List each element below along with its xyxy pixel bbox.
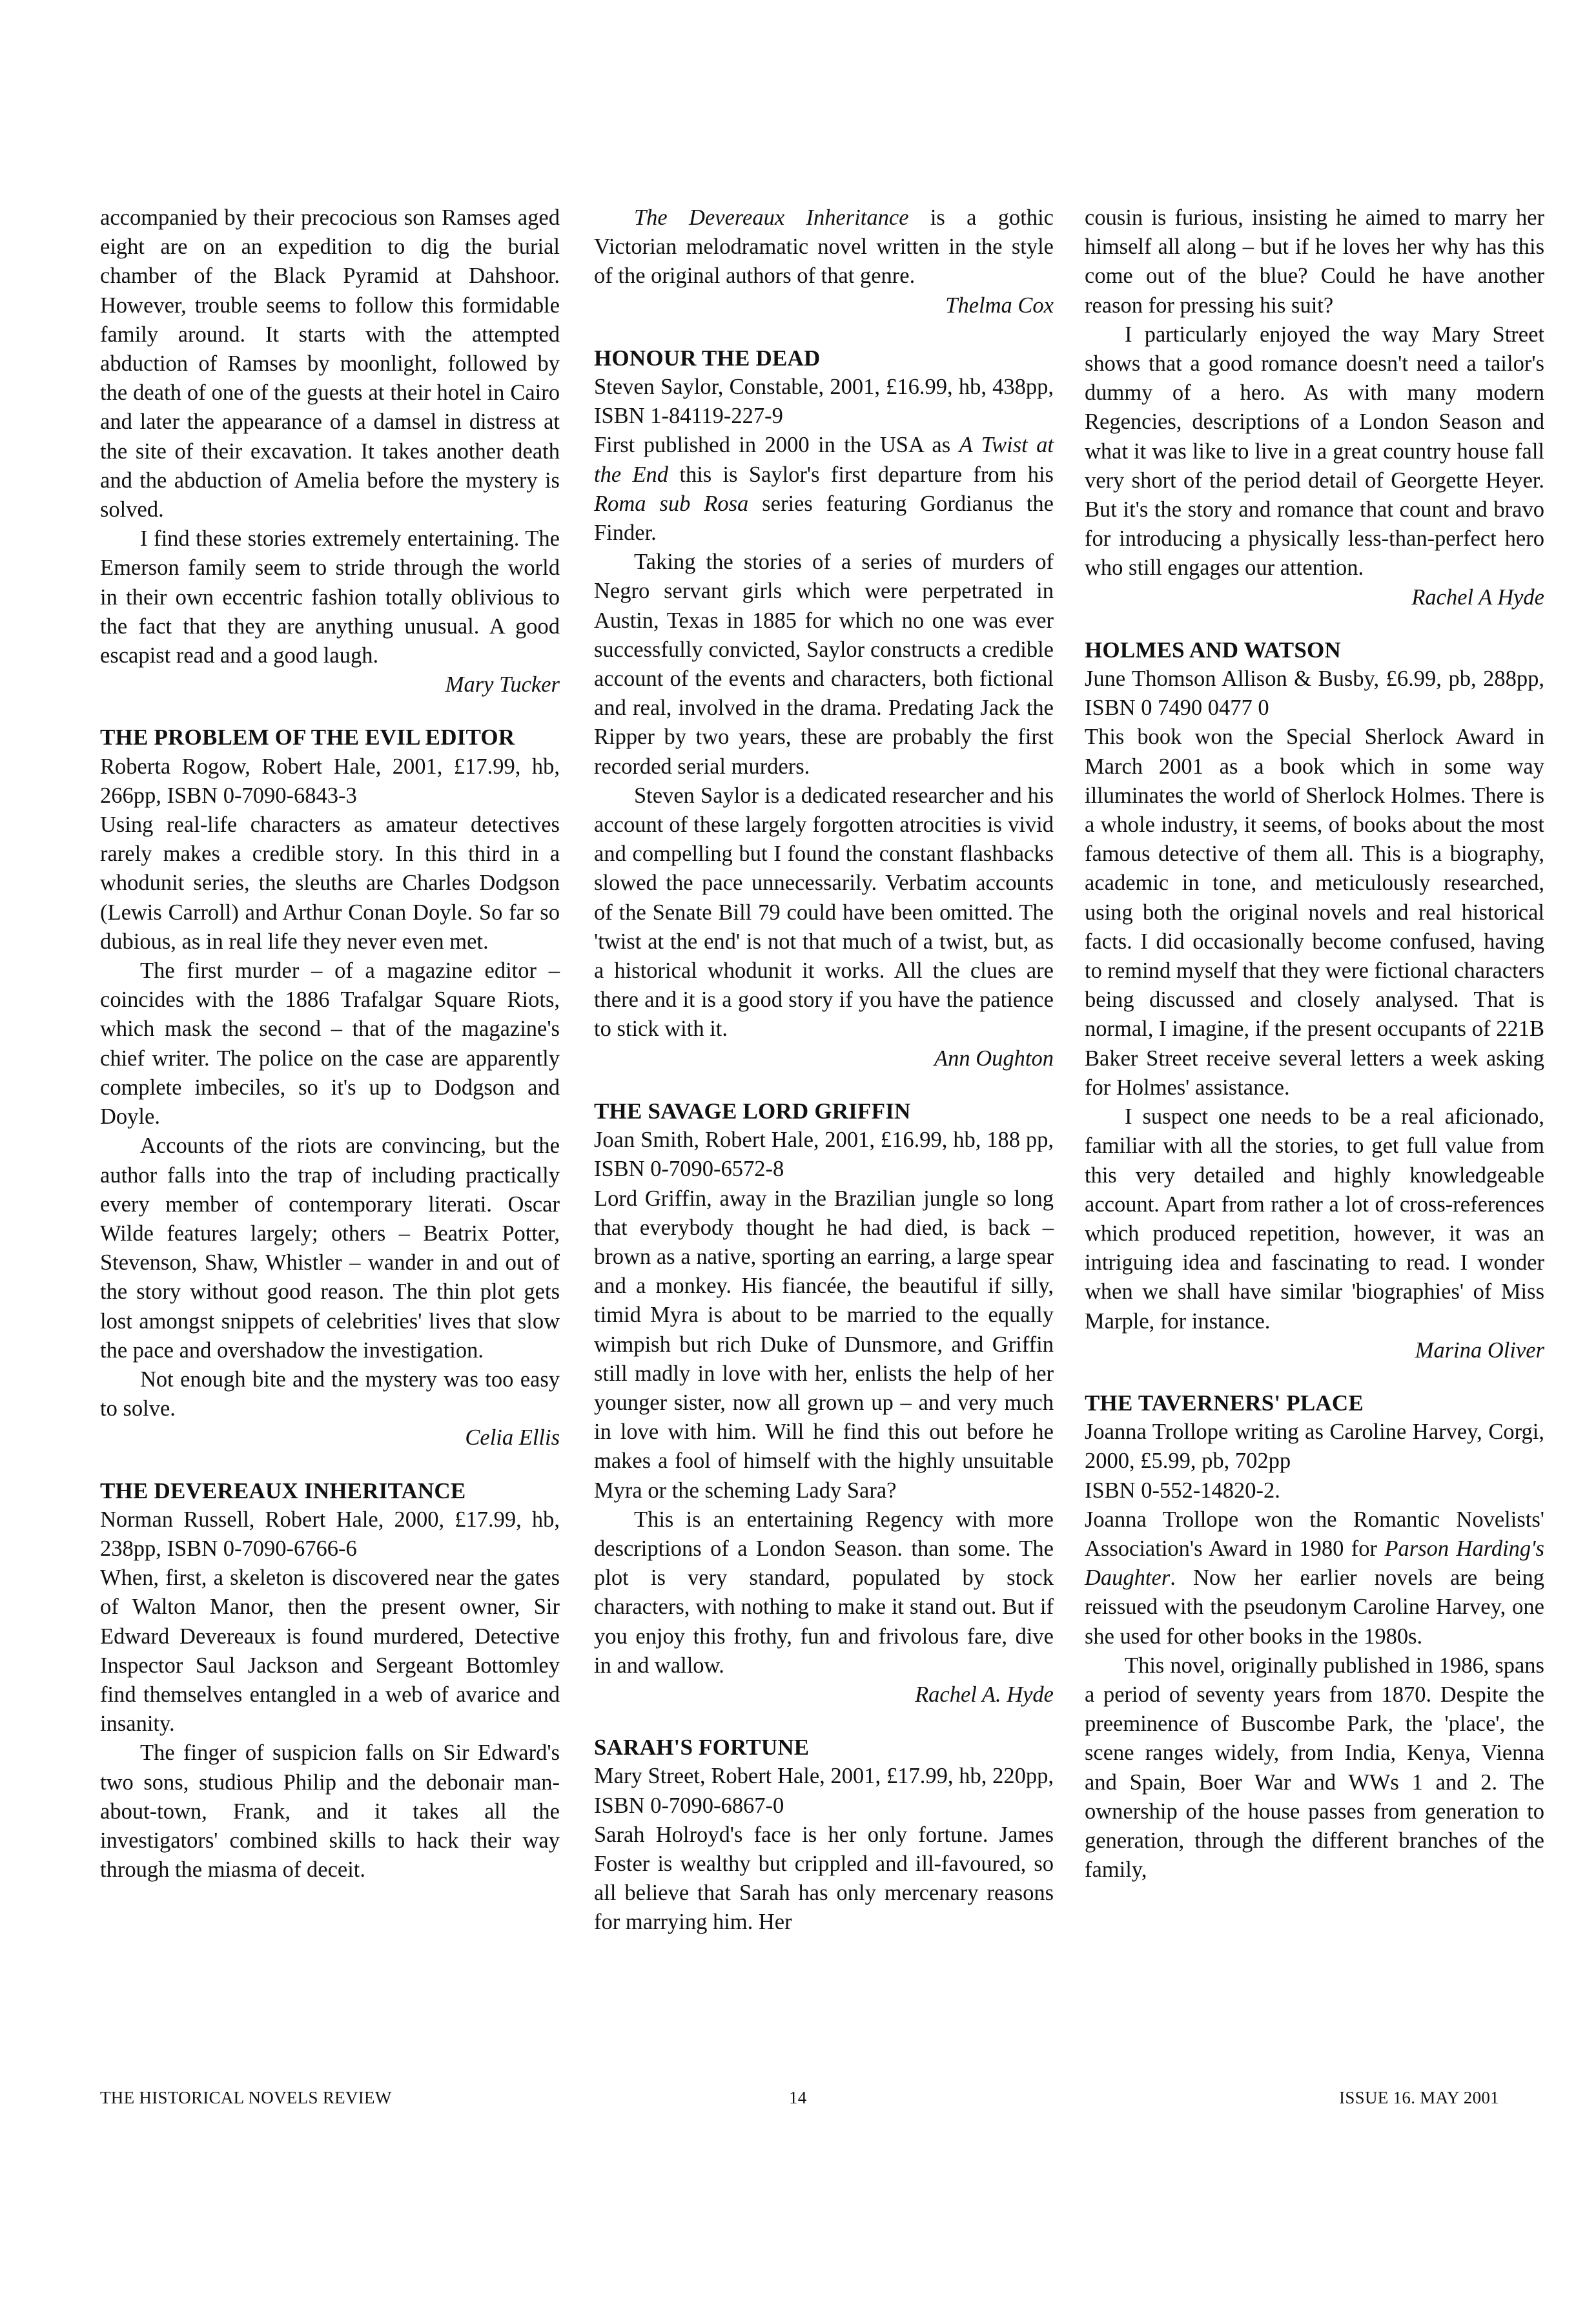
- paragraph: This is an entertaining Regency with more descriptions of a London Season. than some. The plot is very standard, populated by stock characters, with nothing to make it stand out. But if you enjoy this frothy, fun and frivolous fare, dive in and wallow.: [594, 1507, 1054, 1678]
- review-heading: THE PROBLEM OF THE EVIL EDITOR: [100, 725, 515, 750]
- book-details: Steven Saylor, Constable, 2001, £16.99, hb, 438pp, ISBN 1-84119-227-9: [594, 375, 1054, 429]
- paragraph: Using real-life characters as amateur detectives rarely makes a credible story. In this third in a whodunit series, the sleuths are Charles Dodgson (Lewis Carroll) and Arthur Conan Doyle. So far so dubious, as in real life they never even met.: [100, 812, 560, 954]
- paragraph-text: this is Saylor's first departure from his: [668, 462, 1054, 487]
- paragraph: I find these stories extremely entertaining. The Emerson family seem to stride through the world in their own eccentric fashion totally oblivious to the fact that they are anything unusual. A good escapist read and a good laugh.: [100, 526, 560, 668]
- review-heading: THE DEVEREAUX INHERITANCE: [100, 1478, 466, 1503]
- paragraph-text: First published in 2000 in the USA as: [594, 433, 959, 458]
- footer-publication-title: THE HISTORICAL NOVELS REVIEW: [100, 2088, 392, 2107]
- book-details: Joanna Trollope writing as Caroline Harvey, Corgi, 2000, £5.99, pb, 702pp: [1085, 1419, 1544, 1474]
- paragraph: The first murder – of a magazine editor – coincides with the 1886 Trafalgar Square Riots, which mask the second – that of the magazine's chief writer. The police on the case are apparently complete imbeciles, so it's up to Dodgson and Doyle.: [100, 958, 560, 1130]
- paragraph: Steven Saylor is a dedicated researcher and his account of these largely forgotten atrocities is vivid and compelling but I found the constant flashbacks slowed the pace unnecessarily. Verbatim accounts of the Senate Bill 79 could have been omitted. The 'twist at the end' is not that much of a twist, but, as a historical whodunit it works. All the clues are there and it is a good story if you have the patience to stick with it.: [594, 783, 1054, 1042]
- paragraph: I suspect one needs to be a real aficionado, familiar with all the stories, to get full value from this very detailed and highly knowledgeable account. Apart from rather a lot of cross-references which produced repetition, however, it was an intriguing idea and fascinating to read. I wonder when we shall have similar 'biographies' of Miss Marple, for instance.: [1085, 1104, 1544, 1334]
- column-right: [1085, 203, 1544, 1884]
- reviewer-signature: Celia Ellis: [465, 1425, 560, 1450]
- paragraph: When, first, a skeleton is discovered near the gates of Walton Manor, then the present owner, Sir Edward Devereaux is found murdered, Detective Inspector Saul Jackson and Sergeant Bottomley find themselves entangled in a web of avarice and insanity.: [100, 1565, 560, 1737]
- footer-page-number: 14: [789, 2088, 807, 2107]
- paragraph: cousin is furious, insisting he aimed to marry her himself all along – but if he loves her why has this come out of the blue? Could he have another reason for pressing his suit?: [1085, 205, 1544, 318]
- book-details: Joan Smith, Robert Hale, 2001, £16.99, hb, 188 pp, ISBN 0-7090-6572-8: [594, 1128, 1054, 1182]
- paragraph-text: . Now her earlier novels are being reissued with the pseudonym Caroline Harvey, one she used for other books in the 1980s.: [1085, 1565, 1544, 1649]
- paragraph: Not enough bite and the mystery was too easy to solve.: [100, 1367, 560, 1421]
- review-heading: HONOUR THE DEAD: [594, 345, 821, 371]
- reviewer-signature: Marina Oliver: [1415, 1337, 1544, 1363]
- reviewer-signature: Rachel A Hyde: [1411, 584, 1544, 610]
- reviewer-signature: Rachel A. Hyde: [915, 1682, 1054, 1707]
- paragraph: Lord Griffin, away in the Brazilian jungle so long that everybody thought he had died, is back – brown as a native, sporting an earring, a large spear and a monkey. His fiancée, the beautiful if silly, timid Myra is about to be married to the equally wimpish but rich Duke of Dunsmore, and Griffin still madly in love with her, enlists the help of her younger sister, now all grown up – and very much in love with him. Will he find this out before he makes a fool of himself with the highly unsuitable Myra or the scheming Lady Sara?: [594, 1186, 1054, 1503]
- paragraph: Accounts of the riots are convincing, but the author falls into the trap of including practically every member of contemporary literati. Oscar Wilde features largely; others – Beatrix Potter, Stevenson, Shaw, Whistler – wander in and out of the story without good reason. The thin plot gets lost amongst snippets of celebrities' lives that slow the pace and overshadow the investigation.: [100, 1133, 560, 1363]
- book-details: Norman Russell, Robert Hale, 2000, £17.99, hb, 238pp, ISBN 0-7090-6766-6: [100, 1507, 560, 1561]
- review-heading: SARAH'S FORTUNE: [594, 1735, 810, 1760]
- book-details: Roberta Rogow, Robert Hale, 2001, £17.99, hb, 266pp, ISBN 0-7090-6843-3: [100, 754, 560, 808]
- review-heading: THE SAVAGE LORD GRIFFIN: [594, 1098, 911, 1124]
- column-left: [100, 203, 560, 1884]
- review-heading: THE TAVERNERS' PLACE: [1085, 1390, 1364, 1416]
- paragraph: [594, 431, 1054, 548]
- paragraph: The finger of suspicion falls on Sir Edward's two sons, studious Philip and the debonair man-about-town, Frank, and it takes all the investigators' combined skills to hack their way through the miasma of deceit.: [100, 1740, 560, 1883]
- paragraph-text: series featuring Gordianus the Finder.: [594, 491, 1054, 546]
- reviewer-signature: Mary Tucker: [445, 672, 560, 697]
- paragraph: This book won the Special Sherlock Award in March 2001 as a book which in some way illuminates the world of Sherlock Holmes. There is a whole industry, it seems, of books about the most famous detective of them all. This is a biography, academic in tone, and meticulously researched, using both the original novels and real historical facts. I did occasionally become confused, having to remind myself that they were fictional characters being discussed and closely analysed. That is normal, I imagine, if the present occupants of 221B Baker Street receive several letters a week asking for Holmes' assistance.: [1085, 725, 1544, 1100]
- paragraph: This novel, originally published in 1986, spans a period of seventy years from 1870. Despite the preeminence of Buscombe Park, the 'place', the scene ranges widely, from India, Kenya, Vienna and Spain, Boer War and WWs 1 and 2. The ownership of the house passes from generation to generation, through the different branches of the family,: [1085, 1653, 1544, 1883]
- paragraph-text: is a gothic Victorian melodramatic novel written in the style of the original authors of that genre.: [594, 205, 1054, 289]
- footer-issue-date: ISSUE 16. MAY 2001: [1339, 2088, 1499, 2107]
- paragraph: accompanied by their precocious son Ramses aged eight are on an expedition to dig the burial chamber of the Black Pyramid at Dahshoor. However, trouble seems to follow this formidable family around. It starts with the attempted abduction of Ramses by moonlight, followed by the death of one of the guests at their hotel in Cairo and later the appearance of a damsel in distress at the site of their excavation. It takes another death and the abduction of Amelia before the mystery is solved.: [100, 205, 560, 522]
- book-title: The Devereaux Inheritance: [634, 205, 909, 230]
- book-details: ISBN 0-552-14820-2.: [1085, 1478, 1280, 1503]
- book-title: Parson Harding's Daughter: [1085, 1536, 1544, 1591]
- book-details: Mary Street, Robert Hale, 2001, £17.99, hb, 220pp, ISBN 0-7090-6867-0: [594, 1764, 1054, 1818]
- book-title: A Twist at the End: [594, 433, 1054, 487]
- reviewer-signature: Thelma Cox: [945, 293, 1054, 318]
- paragraph: I particularly enjoyed the way Mary Street shows that a good romance doesn't need a tailor's dummy of a hero. As with many modern Regencies, descriptions of a London Season and what it was like to live in a great country house fall very short of the period detail of Georgette Heyer. But it's the story and romance that count and bravo for introducing a physically less-than-perfect hero who still engages our attention.: [1085, 322, 1544, 581]
- paragraph: [1085, 1505, 1544, 1651]
- paragraph: [594, 203, 1054, 291]
- paragraph: Sarah Holroyd's face is her only fortune. James Foster is wealthy but crippled and ill-favoured, so all believe that Sarah has only mercenary reasons for marrying him. Her: [594, 1822, 1054, 1935]
- review-heading: HOLMES AND WATSON: [1085, 637, 1341, 663]
- book-details: June Thomson Allison & Busby, £6.99, pb, 288pp, ISBN 0 7490 0477 0: [1085, 666, 1544, 721]
- paragraph: Taking the stories of a series of murders of Negro servant girls which were perpetrated in Austin, Texas in 1885 for which no one was ever successfully convicted, Saylor constructs a credible account of the events and characters, both fictional and real, involved in the drama. Predating Jack the Ripper by two years, these are probably the first recorded serial murders.: [594, 550, 1054, 779]
- column-middle: [594, 203, 1054, 1937]
- reviewer-signature: Ann Oughton: [934, 1046, 1054, 1071]
- series-title: Roma sub Rosa: [594, 491, 749, 516]
- paragraph-text: Joanna Trollope won the Romantic Novelists' Association's Award in 1980 for: [1085, 1507, 1544, 1561]
